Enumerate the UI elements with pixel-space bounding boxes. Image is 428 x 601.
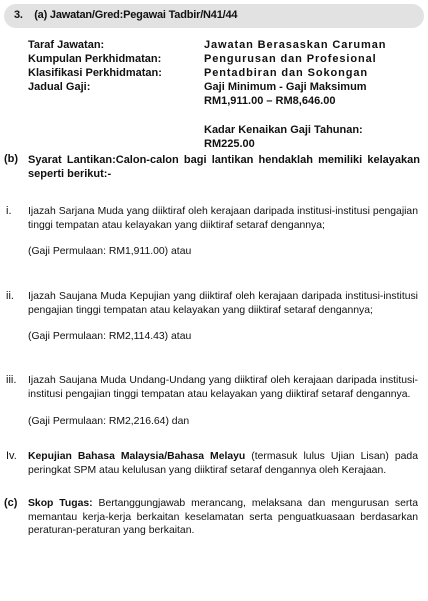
item-iii-text: Ijazah Saujana Muda Undang-Undang yang diiktiraf oleh kerajaan daripada institusi-institusi pengajian tinggi tempatan atau kelayakan yang diiktiraf setaraf dengannya. xyxy=(28,375,418,400)
item-i-salary: (Gaji Permulaan: RM1,911.00) atau xyxy=(28,246,192,257)
jadual-label: Jadual Gaji: xyxy=(28,81,91,93)
section-b-text: Syarat Lantikan:Calon-calon bagi lantikan hendaklah memiliki kelayakan seperti berikut:- xyxy=(28,154,420,180)
section-c-rest: Bertanggungjawab merancang, melaksana dan mengurusan serta memantau kerja-kerja berkaitan keselamatan serta penguatkuasaan berdasarkan peraturan-peraturan yang berkaitan. xyxy=(28,498,419,537)
item-iv-marker: Iv. xyxy=(6,450,17,462)
section-c-bold: Skop Tugas: xyxy=(28,498,93,509)
jadual-value-range: RM1,911.00 – RM8,646.00 xyxy=(204,95,336,107)
jadual-value-range-label: Gaji Minimum - Gaji Maksimum xyxy=(204,81,367,93)
section-c-text xyxy=(28,497,418,538)
section-title xyxy=(14,9,237,21)
item-ii-salary: (Gaji Permulaan: RM2,114.43) atau xyxy=(28,331,192,342)
section-c-marker: (c) xyxy=(4,497,18,509)
item-iv-bold: Kepujian Bahasa Malaysia/Bahasa Melayu xyxy=(28,451,246,462)
item-i-text: Ijazah Sarjana Muda yang diiktiraf oleh kerajaan daripada institusi-institusi pengajian tinggi tempatan atau kelayakan yang diiktiraf setaraf dengannya; xyxy=(28,206,418,231)
klasifikasi-label: Klasifikasi Perkhidmatan: xyxy=(28,67,162,79)
section-number: 3. xyxy=(14,9,23,21)
kenaikan-value: RM225.00 xyxy=(204,138,255,150)
taraf-value: Jawatan Berasaskan Caruman xyxy=(204,39,387,51)
section-heading: (a) Jawatan/Gred:Pegawai Tadbir/N41/44 xyxy=(34,9,238,21)
item-iv-text xyxy=(28,450,418,477)
item-iv-rest: (termasuk lulus Ujian Lisan) pada peringkat SPM atau kelulusan yang diiktiraf setaraf dengannya oleh Kerajaan. xyxy=(28,451,418,476)
taraf-label: Taraf Jawatan: xyxy=(28,39,105,51)
item-iii-salary: (Gaji Permulaan: RM2,216.64) dan xyxy=(28,416,190,427)
kumpulan-value: Pengurusan dan Profesional xyxy=(204,53,377,65)
item-i-marker: i. xyxy=(6,205,12,217)
klasifikasi-value: Pentadbiran dan Sokongan xyxy=(204,67,369,79)
item-iii-marker: iii. xyxy=(6,374,17,386)
kenaikan-label: Kadar Kenaikan Gaji Tahunan: xyxy=(204,124,363,136)
item-ii-text: Ijazah Saujana Muda Kepujian yang diiktiraf oleh kerajaan daripada institusi-institusi pengajian tinggi tempatan atau kelayakan yang diiktiraf setaraf dengannya; xyxy=(28,291,418,316)
kumpulan-label: Kumpulan Perkhidmatan: xyxy=(28,53,162,65)
item-ii-marker: ii. xyxy=(6,290,14,302)
section-b-marker: (b) xyxy=(4,153,19,165)
